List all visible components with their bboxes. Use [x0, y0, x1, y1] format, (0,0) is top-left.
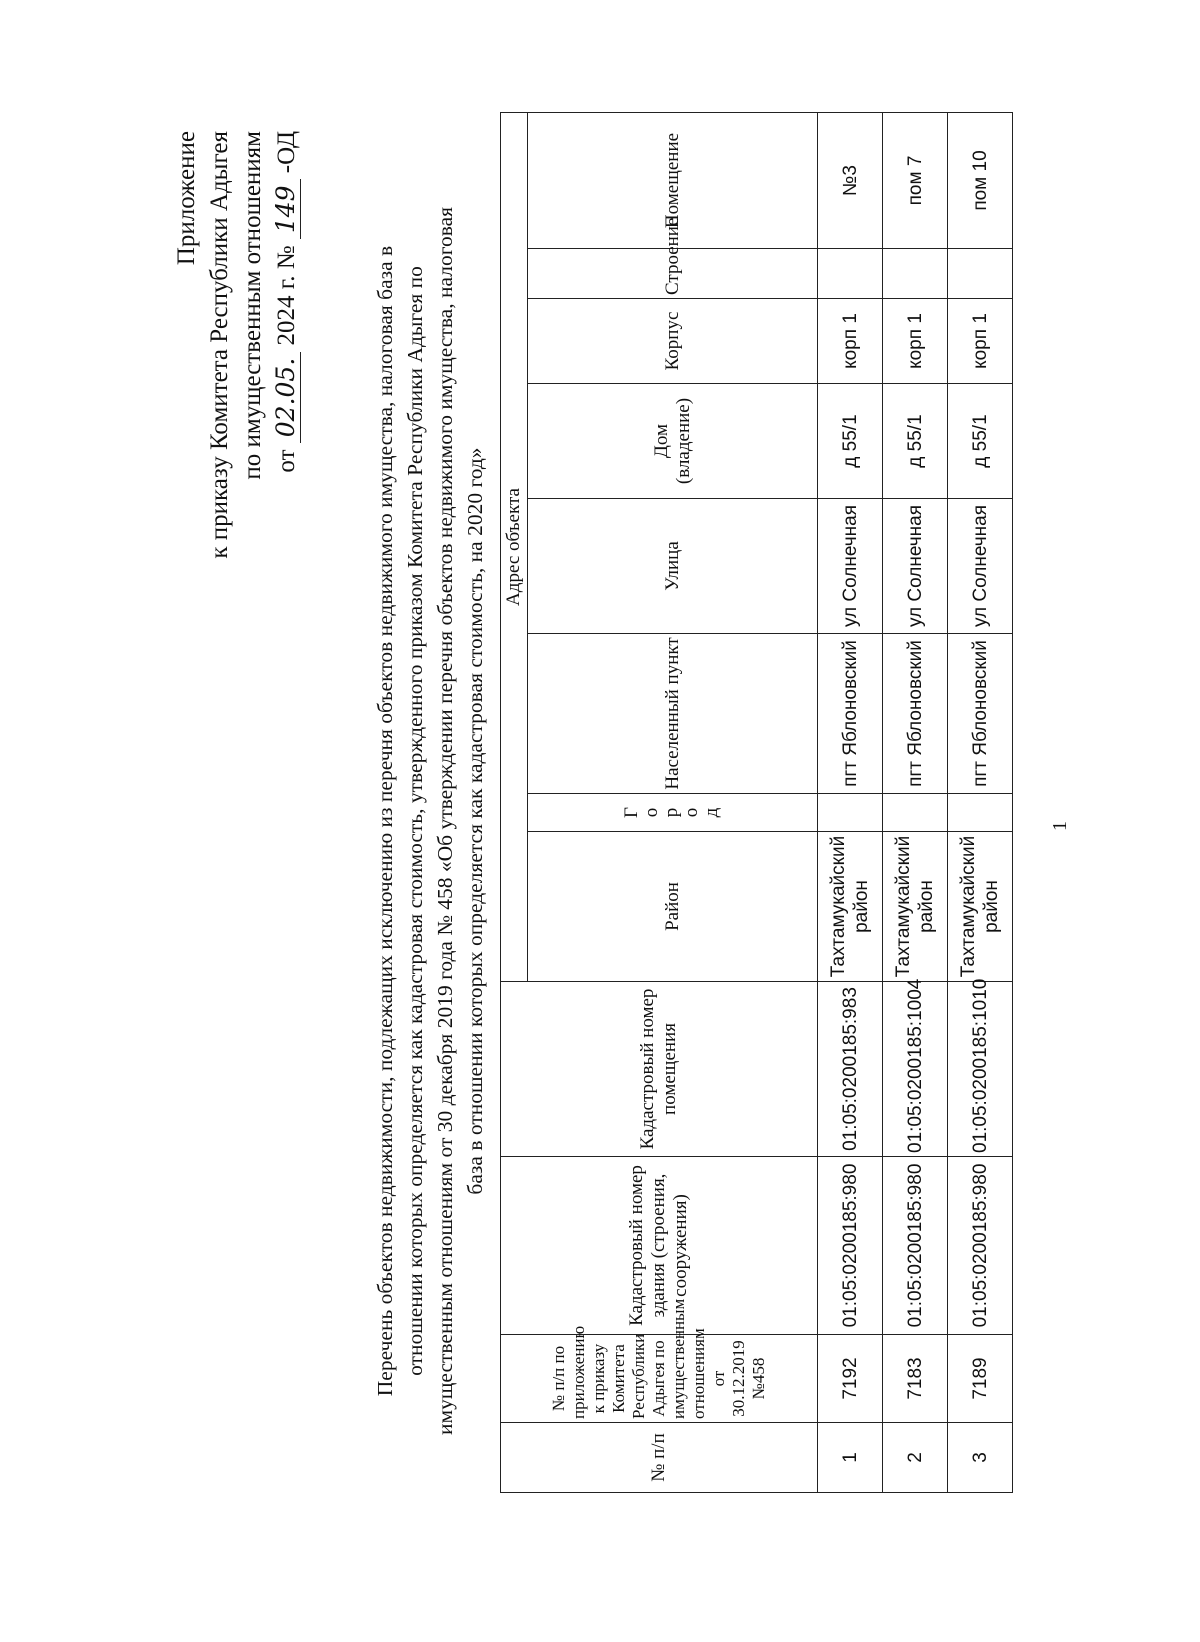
header-appendix-num: № п/п по приложению к приказу Комитета Республики Адыгея по имущественным отношениям от 30.12.2019 №458 [501, 1335, 818, 1423]
cell-building [883, 249, 948, 299]
cell-street: ул Солнечная [883, 499, 948, 634]
title-line: имущественным отношениям от 30 декабря 2019 года № 458 «Об утверждении перечня объектов недвижимого имущества, налоговая [433, 206, 457, 1436]
cell-room: пом 7 [883, 112, 948, 248]
date-year: 2024 г. № [273, 245, 300, 346]
cell-appendix-num: 7192 [818, 1335, 883, 1423]
header-corpus: Корпус [528, 299, 818, 384]
cell-settlement: пгт Яблоновский [818, 634, 883, 794]
objects-table-wrapper [500, 113, 1013, 1493]
header-address-group: Адрес объекта [501, 112, 528, 981]
cell-num: 1 [818, 1423, 883, 1493]
page-number: 1 [1049, 821, 1071, 831]
cell-city [948, 794, 1013, 832]
order-suffix: -ОД [273, 131, 300, 174]
appendix-committee: по имущественным отношениям [239, 131, 266, 480]
cell-room: №3 [818, 112, 883, 248]
header-city-text: Город [621, 807, 722, 818]
cell-room-cadastral: 01:05:0200185:983 [818, 982, 883, 1157]
order-number: 149 [271, 179, 301, 239]
document-title [370, 161, 490, 1481]
cell-house: д 55/1 [948, 384, 1013, 499]
header-street: Улица [528, 499, 818, 634]
cell-num: 2 [883, 1423, 948, 1493]
title-line: Перечень объектов недвижимости, подлежащих исключению из перечня объектов недвижимого имущества, налоговая база в [373, 245, 397, 1397]
cell-district: Тахтамукайский район [948, 832, 1013, 982]
appendix-header [170, 131, 303, 559]
cell-settlement: пгт Яблоновский [948, 634, 1013, 794]
cell-house: д 55/1 [883, 384, 948, 499]
cell-building [818, 249, 883, 299]
header-house: Дом (владение) [528, 384, 818, 499]
appendix-order-ref: к приказу Комитета Республики Адыгея [206, 131, 233, 559]
header-num: № п/п [501, 1423, 818, 1493]
table-row [883, 112, 948, 1492]
header-building-cadastral: Кадастровый номер здания (строения, сооружения) [501, 1157, 818, 1335]
header-room: Помещение [528, 112, 818, 248]
header-settlement: Населенный пункт [528, 634, 818, 794]
table-row [818, 112, 883, 1492]
title-line: база в отношении которых определяется как кадастровая стоимость, на 2020 год» [463, 447, 487, 1195]
header-room-cadastral: Кадастровый номер помещения [501, 982, 818, 1157]
cell-room-cadastral: 01:05:0200185:1004 [883, 982, 948, 1157]
cell-building-cadastral: 01:05:0200185:980 [818, 1157, 883, 1335]
appendix-date-line [269, 131, 303, 559]
document-sheet [80, 71, 1120, 1571]
cell-building-cadastral: 01:05:0200185:980 [948, 1157, 1013, 1335]
cell-building-cadastral: 01:05:0200185:980 [883, 1157, 948, 1335]
cell-street: ул Солнечная [818, 499, 883, 634]
cell-corpus: корп 1 [883, 299, 948, 384]
cell-corpus: корп 1 [948, 299, 1013, 384]
header-district: Район [528, 832, 818, 982]
cell-corpus: корп 1 [818, 299, 883, 384]
header-city [528, 794, 818, 832]
table-row [948, 112, 1013, 1492]
date-prefix: от [273, 449, 300, 473]
cell-house: д 55/1 [818, 384, 883, 499]
cell-appendix-num: 7183 [883, 1335, 948, 1423]
date-day-month: 02.05. [271, 352, 301, 444]
appendix-title: Приложение [173, 131, 200, 266]
cell-building [948, 249, 1013, 299]
cell-appendix-num: 7189 [948, 1335, 1013, 1423]
title-line: отношении которых определяется как кадастровая стоимость, утвержденного приказом Комитета Республики Адыгея по [403, 266, 427, 1376]
header-building: Строение [528, 249, 818, 299]
cell-room: пом 10 [948, 112, 1013, 248]
objects-table [500, 112, 1013, 1493]
cell-room-cadastral: 01:05:0200185:1010 [948, 982, 1013, 1157]
cell-settlement: пгт Яблоновский [883, 634, 948, 794]
cell-city [818, 794, 883, 832]
cell-district: Тахтамукайский район [883, 832, 948, 982]
cell-city [883, 794, 948, 832]
cell-district: Тахтамукайский район [818, 832, 883, 982]
cell-num: 3 [948, 1423, 1013, 1493]
cell-street: ул Солнечная [948, 499, 1013, 634]
